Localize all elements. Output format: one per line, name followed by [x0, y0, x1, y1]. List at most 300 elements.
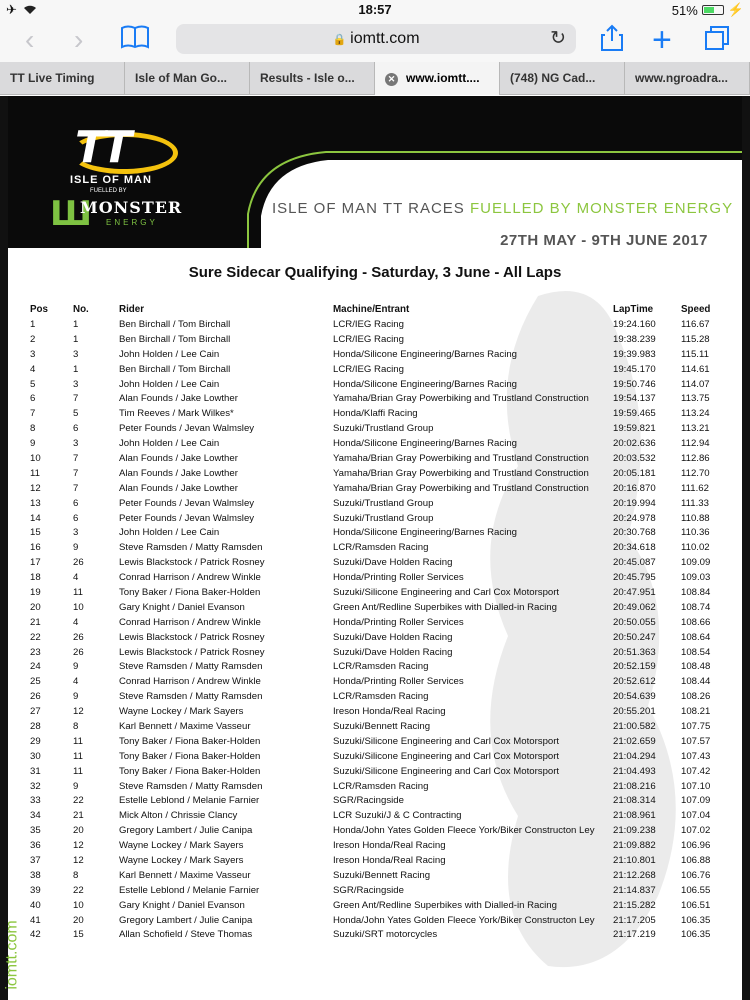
speed-cell: 115.28: [681, 333, 710, 345]
laptime-cell: 20:30.768: [613, 527, 656, 539]
side-url-text: iomtt.com: [3, 920, 21, 990]
rider-cell: Alan Founds / Jake Lowther: [119, 393, 238, 405]
table-row: [30, 764, 726, 779]
number-cell: 10: [73, 899, 84, 911]
forward-icon[interactable]: ›: [74, 24, 84, 55]
number-cell: 11: [73, 586, 83, 598]
table-row: [30, 838, 726, 853]
column-header-pos: Pos: [30, 303, 48, 315]
speed-cell: 108.74: [681, 601, 711, 613]
pos-cell: 11: [30, 467, 40, 479]
close-tab-icon[interactable]: ✕: [385, 73, 398, 86]
pos-cell: 33: [30, 795, 41, 807]
tab-results[interactable]: [250, 62, 375, 95]
laptime-cell: 21:09.238: [613, 825, 656, 837]
brand-tagline: [272, 200, 733, 217]
table-row: [30, 898, 726, 913]
table-header-row: [30, 301, 726, 317]
rider-cell: Wayne Lockey / Mark Sayers: [119, 840, 244, 852]
rider-cell: Alan Founds / Jake Lowther: [119, 452, 238, 464]
number-cell: 3: [73, 348, 79, 360]
laptime-cell: 20:24.978: [613, 512, 656, 524]
laptime-cell: 20:51.363: [613, 646, 656, 658]
laptime-cell: 19:50.746: [613, 378, 656, 390]
speed-cell: 108.26: [681, 691, 711, 703]
number-cell: 1: [73, 318, 79, 330]
battery-icon: [702, 5, 724, 15]
column-header-laptime: LapTime: [613, 303, 654, 315]
speed-cell: 108.48: [681, 661, 711, 673]
column-header-machine: Machine/Entrant: [333, 303, 410, 315]
column-header-rider: Rider: [119, 303, 145, 315]
pos-cell: 30: [30, 750, 41, 762]
laptime-cell: 19:39.983: [613, 348, 656, 360]
speed-cell: 107.10: [681, 780, 711, 792]
speed-cell: 108.44: [681, 676, 711, 688]
pos-cell: 40: [30, 899, 41, 911]
laptime-cell: 20:34.618: [613, 542, 656, 554]
table-row: [30, 421, 726, 436]
rider-cell: John Holden / Lee Cain: [119, 438, 220, 450]
page-frame: [0, 96, 750, 1000]
pos-cell: 8: [30, 423, 36, 435]
machine-cell: Suzuki/Dave Holden Racing: [333, 646, 453, 658]
back-icon[interactable]: ‹: [25, 24, 35, 55]
speed-cell: 108.66: [681, 616, 711, 628]
speed-cell: 107.57: [681, 735, 711, 747]
laptime-cell: 21:12.268: [613, 869, 656, 881]
tab-label: www.iomtt....: [406, 71, 480, 85]
number-cell: 22: [73, 795, 84, 807]
pos-cell: 12: [30, 482, 41, 494]
machine-cell: Green Ant/Redline Superbikes with Dialled-in Racing: [333, 899, 557, 911]
speed-cell: 112.70: [681, 467, 710, 479]
logo-fuelled-text: FUELLED BY: [90, 188, 127, 194]
pos-cell: 2: [30, 333, 36, 345]
pos-cell: 14: [30, 512, 41, 524]
laptime-cell: 19:38.239: [613, 333, 656, 345]
table-body: [30, 317, 726, 942]
page-title: Sure Sidecar Qualifying - Saturday, 3 June - All Laps: [188, 264, 562, 281]
number-cell: 1: [73, 363, 79, 375]
table-row: [30, 332, 726, 347]
speed-cell: 113.75: [681, 393, 710, 405]
speed-cell: 114.61: [681, 363, 710, 375]
table-row: [30, 481, 726, 496]
machine-cell: Ireson Honda/Real Racing: [333, 840, 446, 852]
speed-cell: 107.42: [681, 765, 711, 777]
speed-cell: 112.86: [681, 452, 710, 464]
pos-cell: 17: [30, 557, 41, 569]
machine-cell: Suzuki/Bennett Racing: [333, 869, 431, 881]
machine-cell: Suzuki/Trustland Group: [333, 512, 434, 524]
number-cell: 9: [73, 661, 79, 673]
speed-cell: 109.03: [681, 572, 711, 584]
table-row: [30, 570, 726, 585]
machine-cell: Honda/Silicone Engineering/Barnes Racing: [333, 527, 517, 539]
rider-cell: Karl Bennett / Maxime Vasseur: [119, 869, 251, 881]
number-cell: 7: [73, 393, 79, 405]
table-row: [30, 808, 726, 823]
laptime-cell: 19:24.160: [613, 318, 656, 330]
speed-cell: 106.35: [681, 929, 711, 941]
number-cell: 26: [73, 631, 84, 643]
pos-cell: 32: [30, 780, 41, 792]
number-cell: 6: [73, 423, 79, 435]
laptime-cell: 21:04.294: [613, 750, 656, 762]
laptime-cell: 20:05.181: [613, 467, 656, 479]
laptime-cell: 20:03.532: [613, 452, 656, 464]
speed-cell: 111.62: [681, 482, 709, 494]
pos-cell: 16: [30, 542, 41, 554]
table-row: [30, 451, 726, 466]
speed-cell: 108.84: [681, 586, 711, 598]
table-row: [30, 630, 726, 645]
pos-cell: 18: [30, 572, 41, 584]
table-row: [30, 362, 726, 377]
laptime-cell: 21:02.659: [613, 735, 656, 747]
machine-cell: Suzuki/Silicone Engineering and Carl Cox Motorsport: [333, 735, 560, 747]
tab-iomtt-active[interactable]: [375, 62, 500, 95]
speed-cell: 107.09: [681, 795, 711, 807]
laptime-cell: 21:04.493: [613, 765, 656, 777]
pos-cell: 25: [30, 676, 41, 688]
pos-cell: 19: [30, 586, 41, 598]
machine-cell: Honda/Silicone Engineering/Barnes Racing: [333, 438, 517, 450]
tab-label: TT Live Timing: [10, 71, 95, 85]
laptime-cell: 21:08.216: [613, 780, 656, 792]
machine-cell: Yamaha/Brian Gray Powerbiking and Trustland Construction: [333, 482, 589, 494]
logo-energy-text: ENERGY: [106, 218, 158, 227]
laptime-cell: 19:59.465: [613, 408, 656, 420]
laptime-cell: 19:59.821: [613, 423, 656, 435]
number-cell: 3: [73, 378, 79, 390]
laptime-cell: 21:14.837: [613, 884, 656, 896]
rider-cell: Ben Birchall / Tom Birchall: [119, 318, 231, 330]
number-cell: 26: [73, 646, 84, 658]
pos-cell: 22: [30, 631, 41, 643]
table-row: [30, 391, 726, 406]
number-cell: 20: [73, 914, 84, 926]
pos-cell: 21: [30, 616, 41, 628]
reload-icon[interactable]: ↻: [550, 28, 566, 49]
speed-cell: 106.55: [681, 884, 711, 896]
rider-cell: Wayne Lockey / Mark Sayers: [119, 855, 244, 866]
rider-cell: Steve Ramsden / Matty Ramsden: [119, 691, 263, 703]
rider-cell: Allan Schofield / Steve Thomas: [119, 929, 253, 941]
rider-cell: Tony Baker / Fiona Baker-Holden: [119, 750, 261, 762]
laptime-cell: 19:54.137: [613, 393, 656, 405]
pos-cell: 13: [30, 497, 41, 509]
bookmarks-icon[interactable]: [120, 24, 150, 57]
tab-ng-cad[interactable]: [500, 62, 625, 95]
speed-cell: 106.96: [681, 840, 711, 852]
laptime-cell: 20:16.870: [613, 482, 656, 494]
browser-toolbar: [0, 20, 750, 62]
speed-cell: 115.11: [681, 348, 709, 360]
machine-cell: Suzuki/Silicone Engineering and Carl Cox Motorsport: [333, 765, 560, 777]
number-cell: 7: [73, 452, 79, 464]
laptime-cell: 20:19.994: [613, 497, 656, 509]
tab-label: (748) NG Cad...: [510, 71, 596, 85]
table-row: [30, 645, 726, 660]
rider-cell: Conrad Harrison / Andrew Winkle: [119, 572, 261, 584]
machine-cell: Honda/Printing Roller Services: [333, 616, 464, 628]
status-right: [672, 2, 744, 18]
table-row: [30, 913, 726, 928]
speed-cell: 116.67: [681, 318, 710, 330]
machine-cell: Yamaha/Brian Gray Powerbiking and Trustland Construction: [333, 393, 589, 405]
number-cell: 6: [73, 497, 79, 509]
pos-cell: 38: [30, 869, 41, 881]
table-row: [30, 823, 726, 838]
rider-cell: Steve Ramsden / Matty Ramsden: [119, 661, 263, 673]
laptime-cell: 20:45.087: [613, 557, 656, 569]
number-cell: 26: [73, 557, 84, 569]
pos-cell: 27: [30, 706, 41, 718]
pos-cell: 37: [30, 855, 41, 866]
speed-cell: 110.02: [681, 542, 710, 554]
rider-cell: Estelle Leblond / Melanie Farnier: [119, 884, 260, 896]
column-header-speed: Speed: [681, 303, 711, 315]
number-cell: 7: [73, 482, 79, 494]
table-row: [30, 555, 726, 570]
rider-cell: John Holden / Lee Cain: [119, 527, 220, 539]
speed-cell: 106.88: [681, 855, 711, 866]
table-row: [30, 511, 726, 526]
tab-isle-of-man-go[interactable]: [125, 62, 250, 95]
machine-cell: LCR/Ramsden Racing: [333, 691, 429, 703]
address-bar[interactable]: [176, 24, 576, 54]
machine-cell: LCR/IEG Racing: [333, 363, 404, 375]
laptime-cell: 21:08.961: [613, 810, 656, 822]
laptime-cell: 20:55.201: [613, 706, 656, 718]
machine-cell: Suzuki/Silicone Engineering and Carl Cox Motorsport: [333, 750, 560, 762]
pos-cell: 41: [30, 914, 41, 926]
table-row: [30, 466, 726, 481]
number-cell: 3: [73, 438, 79, 450]
number-cell: 1: [73, 333, 79, 345]
url-text: iomtt.com: [350, 30, 420, 47]
machine-cell: Honda/John Yates Golden Fleece York/Biker Constructon Ley: [333, 825, 595, 837]
speed-cell: 108.21: [681, 706, 711, 718]
rider-cell: Gary Knight / Daniel Evanson: [119, 601, 245, 613]
share-icon[interactable]: [600, 24, 624, 59]
machine-cell: Suzuki/Silicone Engineering and Carl Cox Motorsport: [333, 586, 560, 598]
speed-cell: 106.35: [681, 914, 711, 926]
page-content: [3, 96, 742, 1000]
airplane-icon: ✈: [6, 2, 17, 17]
table-row: [30, 615, 726, 630]
number-cell: 11: [73, 765, 83, 777]
laptime-cell: 21:10.801: [613, 855, 656, 866]
speed-cell: 109.09: [681, 557, 711, 569]
results-table: [30, 301, 726, 942]
laptime-cell: 21:09.882: [613, 840, 656, 852]
table-row: [30, 704, 726, 719]
speed-cell: 107.43: [681, 750, 711, 762]
table-row: [30, 749, 726, 764]
laptime-cell: 20:50.055: [613, 616, 656, 628]
laptime-cell: 21:17.205: [613, 914, 656, 926]
logo-tt-text: TT: [75, 122, 129, 173]
pos-cell: 34: [30, 810, 41, 822]
pos-cell: 31: [30, 765, 41, 777]
table-row: [30, 585, 726, 600]
machine-cell: Honda/Klaffi Racing: [333, 408, 418, 420]
pos-cell: 36: [30, 840, 41, 852]
table-row: [30, 600, 726, 615]
pos-cell: 23: [30, 646, 41, 658]
speed-cell: 107.75: [681, 720, 711, 732]
event-dates: 27TH MAY - 9TH JUNE 2017: [500, 232, 708, 249]
rider-cell: Karl Bennett / Maxime Vasseur: [119, 720, 251, 732]
speed-cell: 112.94: [681, 438, 710, 450]
machine-cell: LCR/Ramsden Racing: [333, 661, 429, 673]
table-row: [30, 317, 726, 332]
pos-cell: 28: [30, 720, 41, 732]
laptime-cell: 20:54.639: [613, 691, 656, 703]
machine-cell: SGR/Racingside: [333, 884, 404, 896]
laptime-cell: 21:00.582: [613, 720, 656, 732]
logo-iom-text: ISLE OF MAN: [70, 174, 152, 186]
rider-cell: Wayne Lockey / Mark Sayers: [119, 706, 244, 718]
machine-cell: Honda/John Yates Golden Fleece York/Biker Constructon Ley: [333, 914, 595, 926]
rider-cell: Tony Baker / Fiona Baker-Holden: [119, 586, 261, 598]
machine-cell: Ireson Honda/Real Racing: [333, 855, 446, 866]
rider-cell: Peter Founds / Jevan Walmsley: [119, 512, 255, 524]
laptime-cell: 20:52.612: [613, 676, 656, 688]
logo-monster-text: MONSTER: [80, 198, 183, 217]
speed-cell: 113.21: [681, 423, 710, 435]
battery-percent: 51%: [671, 2, 698, 18]
pos-cell: 4: [30, 363, 36, 375]
machine-cell: Green Ant/Redline Superbikes with Dialled-in Racing: [333, 601, 557, 613]
table-row: [30, 868, 726, 883]
rider-cell: Lewis Blackstock / Patrick Rosney: [119, 631, 265, 643]
machine-cell: Suzuki/Dave Holden Racing: [333, 557, 453, 569]
number-cell: 9: [73, 691, 79, 703]
table-row: [30, 406, 726, 421]
speed-cell: 114.07: [681, 378, 710, 390]
laptime-cell: 21:15.282: [613, 899, 656, 911]
rider-cell: Ben Birchall / Tom Birchall: [119, 333, 231, 345]
laptime-cell: 20:02.636: [613, 438, 656, 450]
tab-bar: [0, 62, 750, 95]
number-cell: 8: [73, 869, 79, 881]
brand-suffix: FUELLED BY MONSTER ENERGY: [469, 200, 734, 217]
tab-tt-live-timing[interactable]: [0, 62, 125, 95]
speed-cell: 106.51: [681, 899, 711, 911]
table-row: [30, 674, 726, 689]
rider-cell: Tony Baker / Fiona Baker-Holden: [119, 765, 261, 777]
pos-cell: 26: [30, 691, 41, 703]
rider-cell: Tim Reeves / Mark Wilkes*: [119, 408, 234, 420]
rider-cell: Alan Founds / Jake Lowther: [119, 467, 238, 479]
speed-cell: 108.64: [681, 631, 711, 643]
laptime-cell: 21:08.314: [613, 795, 656, 807]
pos-cell: 10: [30, 452, 41, 464]
tab-ngroadracing[interactable]: [625, 62, 750, 95]
rider-cell: Gregory Lambert / Julie Canipa: [119, 825, 253, 837]
rider-cell: John Holden / Lee Cain: [119, 348, 220, 360]
machine-cell: Honda/Silicone Engineering/Barnes Racing: [333, 378, 517, 390]
tabs-overview-icon[interactable]: [703, 24, 731, 59]
table-row: [30, 719, 726, 734]
machine-cell: SGR/Racingside: [333, 795, 404, 807]
pos-cell: 20: [30, 601, 41, 613]
table-row: [30, 496, 726, 511]
rider-cell: Lewis Blackstock / Patrick Rosney: [119, 557, 265, 569]
number-cell: 12: [73, 840, 84, 852]
number-cell: 6: [73, 512, 79, 524]
speed-cell: 110.36: [681, 527, 710, 539]
rider-cell: Gary Knight / Daniel Evanson: [119, 899, 245, 911]
number-cell: 4: [73, 676, 79, 688]
table-row: [30, 779, 726, 794]
machine-cell: LCR Suzuki/J & C Contracting: [333, 810, 462, 822]
machine-cell: Suzuki/Dave Holden Racing: [333, 631, 453, 643]
machine-cell: Honda/Printing Roller Services: [333, 572, 464, 584]
laptime-cell: 19:45.170: [613, 363, 656, 375]
status-bar: [0, 0, 750, 20]
tab-label: Isle of Man Go...: [135, 71, 228, 85]
table-row: [30, 347, 726, 362]
number-cell: 4: [73, 572, 79, 584]
machine-cell: Suzuki/Trustland Group: [333, 423, 434, 435]
machine-cell: Suzuki/SRT motorcycles: [333, 929, 438, 941]
rider-cell: Alan Founds / Jake Lowther: [119, 482, 238, 494]
number-cell: 7: [73, 467, 79, 479]
laptime-cell: 20:49.062: [613, 601, 656, 613]
column-header-number: No.: [73, 303, 89, 315]
rider-cell: Lewis Blackstock / Patrick Rosney: [119, 646, 265, 658]
table-row: [30, 525, 726, 540]
tt-monster-logo[interactable]: [50, 114, 190, 244]
rider-cell: Tony Baker / Fiona Baker-Holden: [119, 735, 261, 747]
laptime-cell: 20:47.951: [613, 586, 656, 598]
number-cell: 11: [73, 750, 83, 762]
machine-cell: Yamaha/Brian Gray Powerbiking and Trustland Construction: [333, 452, 589, 464]
rider-cell: Peter Founds / Jevan Walmsley: [119, 423, 255, 435]
laptime-cell: 20:50.247: [613, 631, 656, 643]
machine-cell: Yamaha/Brian Gray Powerbiking and Trustland Construction: [333, 467, 589, 479]
machine-cell: LCR/Ramsden Racing: [333, 780, 429, 792]
machine-cell: LCR/IEG Racing: [333, 318, 404, 330]
brand-prefix: ISLE OF MAN TT RACES: [272, 200, 470, 217]
lock-icon: 🔒: [332, 34, 347, 46]
machine-cell: Honda/Printing Roller Services: [333, 676, 464, 688]
clock: 18:57: [358, 2, 392, 17]
table-row: [30, 928, 726, 943]
rider-cell: Ben Birchall / Tom Birchall: [119, 363, 231, 375]
laptime-cell: 20:52.159: [613, 661, 656, 673]
new-tab-icon[interactable]: +: [652, 21, 672, 59]
monster-claw-icon: Ш: [50, 194, 93, 234]
speed-cell: 107.02: [681, 825, 711, 837]
speed-cell: 106.76: [681, 869, 711, 881]
speed-cell: 113.24: [681, 408, 710, 420]
rider-cell: Conrad Harrison / Andrew Winkle: [119, 616, 261, 628]
table-row: [30, 689, 726, 704]
pos-cell: 42: [30, 929, 41, 941]
pos-cell: 35: [30, 825, 41, 837]
machine-cell: Suzuki/Trustland Group: [333, 497, 434, 509]
table-row: [30, 436, 726, 451]
speed-cell: 111.33: [681, 497, 709, 509]
tab-label: www.ngroadra...: [635, 71, 728, 85]
rider-cell: Peter Founds / Jevan Walmsley: [119, 497, 255, 509]
